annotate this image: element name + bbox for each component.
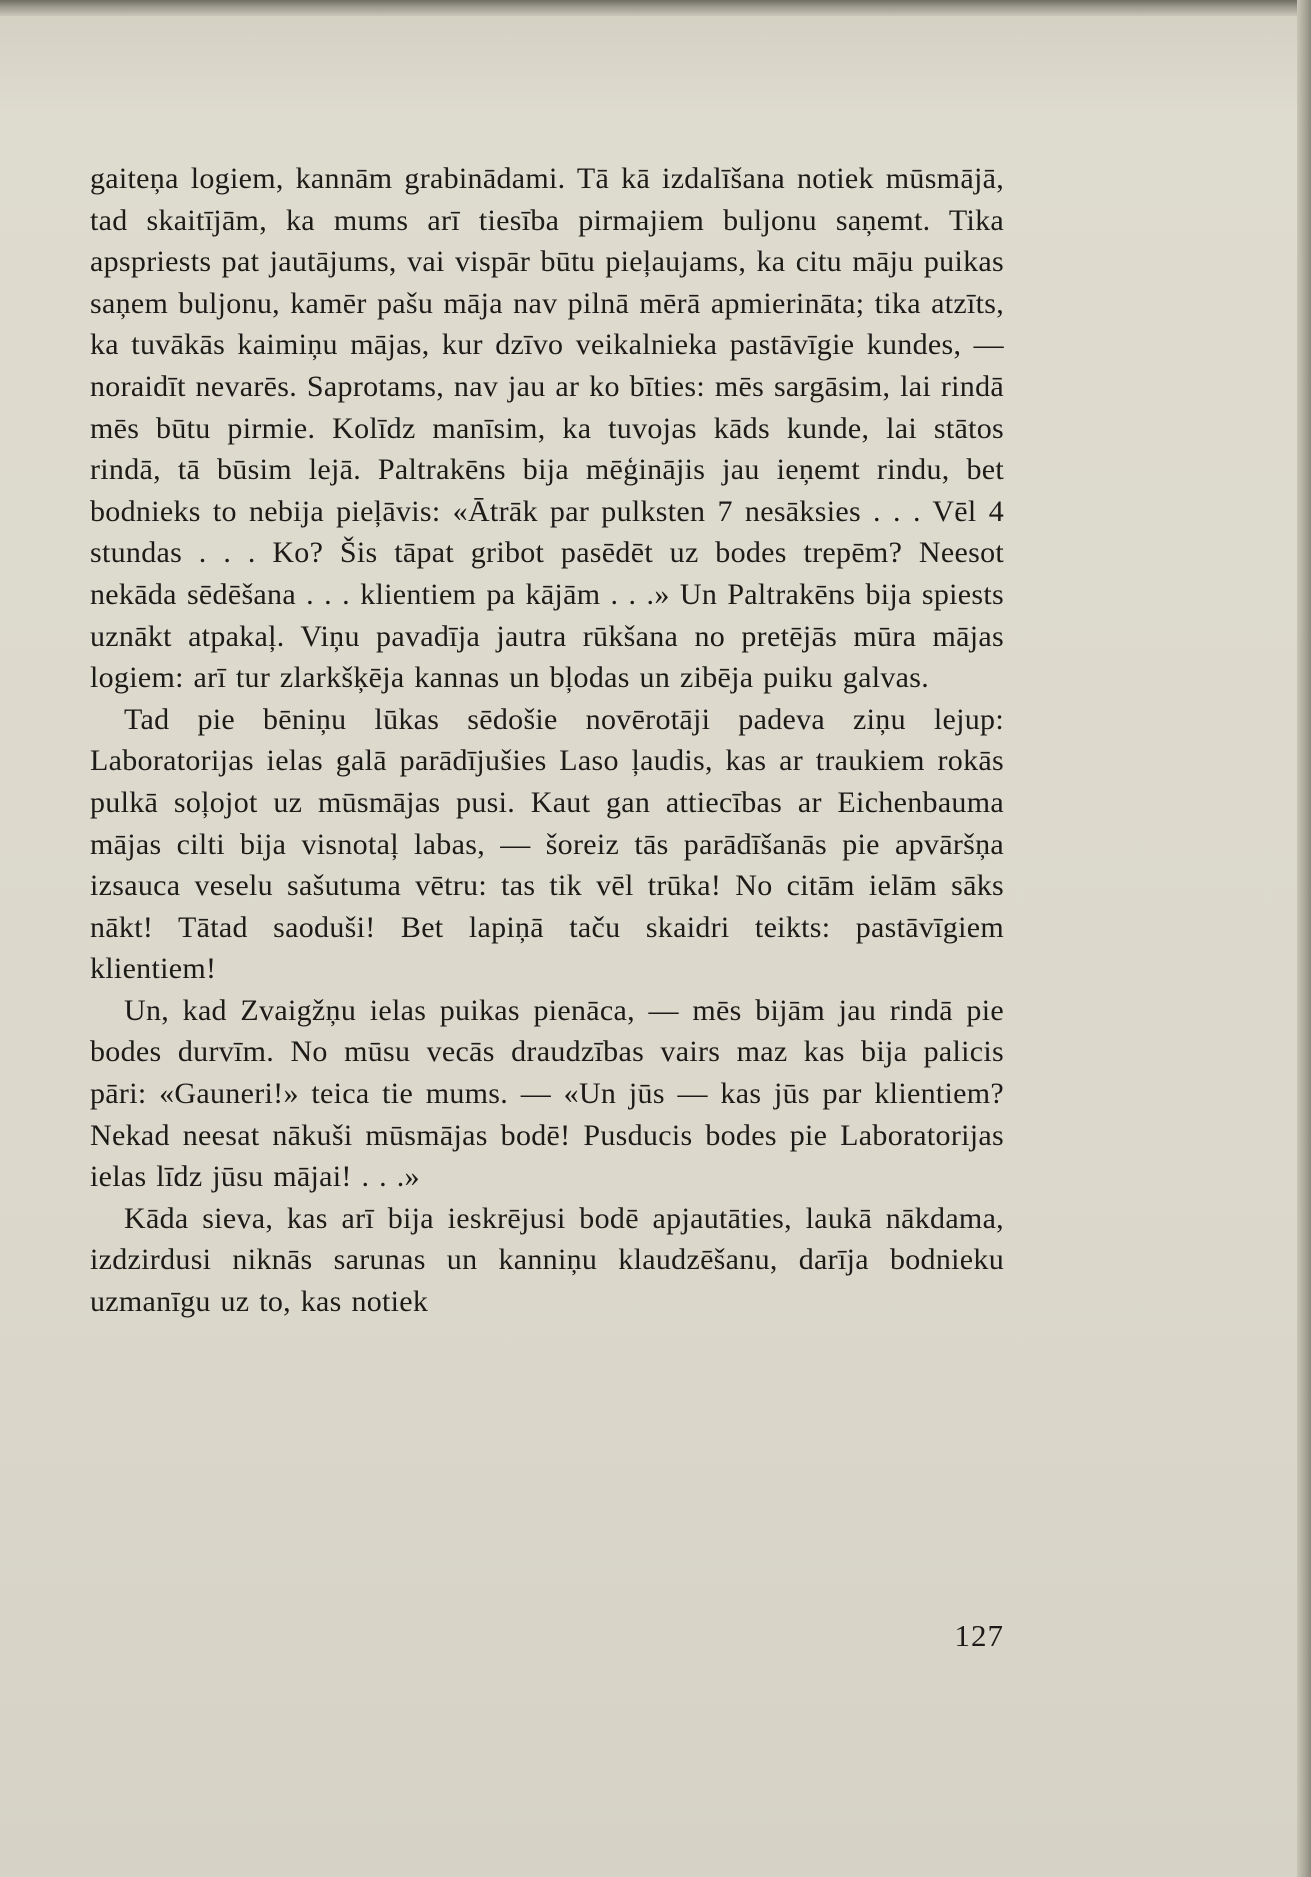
page-right-edge: [1297, 0, 1311, 1877]
page-top-edge: [0, 0, 1311, 16]
body-text: [90, 158, 1004, 1323]
paragraph-queue: Un, kad Zvaigžņu ielas puikas pienāca, — mēs bijām jau rindā pie bodes durvīm. No mūsu vecās draudzības vairs maz kas bija palicis pāri: «Gauneri!» teica tie mums. — «Un jūs — kas jūs par klientiem? Nekad neesat nākuši mūsmājas bodē! Pusducis bodes pie Laboratorijas ielas līdz jūsu mājai! . . .»: [90, 993, 1004, 1194]
paragraph-woman: Kāda sieva, kas arī bija ieskrējusi bodē apjautāties, laukā nākdama, izdzirdusi niknās sarunas un kanniņu klaudzēšanu, darīja bodnieku uzmanīgu uz to, kas notiek: [90, 1201, 1004, 1319]
paragraph-continued: gaiteņa logiem, kannām grabinādami. Tā kā izdalīšana notiek mūsmājā, tad skaitījām, ka mums arī tiesība pirmajiem buljonu saņemt. Tika apspriests pat jautājums, vai vispār būtu pieļaujams, ka citu māju puikas saņem buljonu, kamēr pašu māja nav pilnā mērā apmierināta; tika atzīts, ka tuvākās kaimiņu mājas, kur dzīvo veikalnieka pastāvīgie kundes, — noraidīt nevarēs. Saprotams, nav jau ar ko bīties: mēs sargāsim, lai rindā mēs būtu pirmie. Kolīdz manīsim, ka tuvojas kāds kunde, lai stātos rindā, tā būsim lejā. Paltrakēns bija mēģinājis jau ieņemt rindu, bet bodnieks to nebija pieļāvis: «Ātrāk par pulksten 7 nesāksies . . . Vēl 4 stundas . . . Ko? Šis tāpat gribot pasēdēt uz bodes trepēm? Neesot nekāda sēdēšana . . . klientiem pa kājām . . .» Un Paltrakēns bija spiests uznākt atpakaļ. Viņu pavadīja jautra rūkšana no pretējās mūra mājas logiem: arī tur zlarkšķēja kannas un bļodas un zibēja puiku galvas.: [90, 162, 1004, 695]
paragraph-observers: Tad pie bēniņu lūkas sēdošie novērotāji padeva ziņu lejup: Laboratorijas ielas galā parādījušies Laso ļaudis, kas ar traukiem rokās pulkā soļojot uz mūsmājas pusi. Kaut gan attiecības ar Eichenbauma mājas cilti bija visnotaļ labas, — šoreiz tās parādīšanās pie apvāršņa izsauca veselu sašutuma vētru: tas tik vēl trūka! No citām ielām sāks nākt! Tātad saoduši! Bet lapiņā taču skaidri teikts: pastāvīgiem klientiem!: [90, 702, 1004, 986]
page-number: 127: [954, 1618, 1004, 1653]
